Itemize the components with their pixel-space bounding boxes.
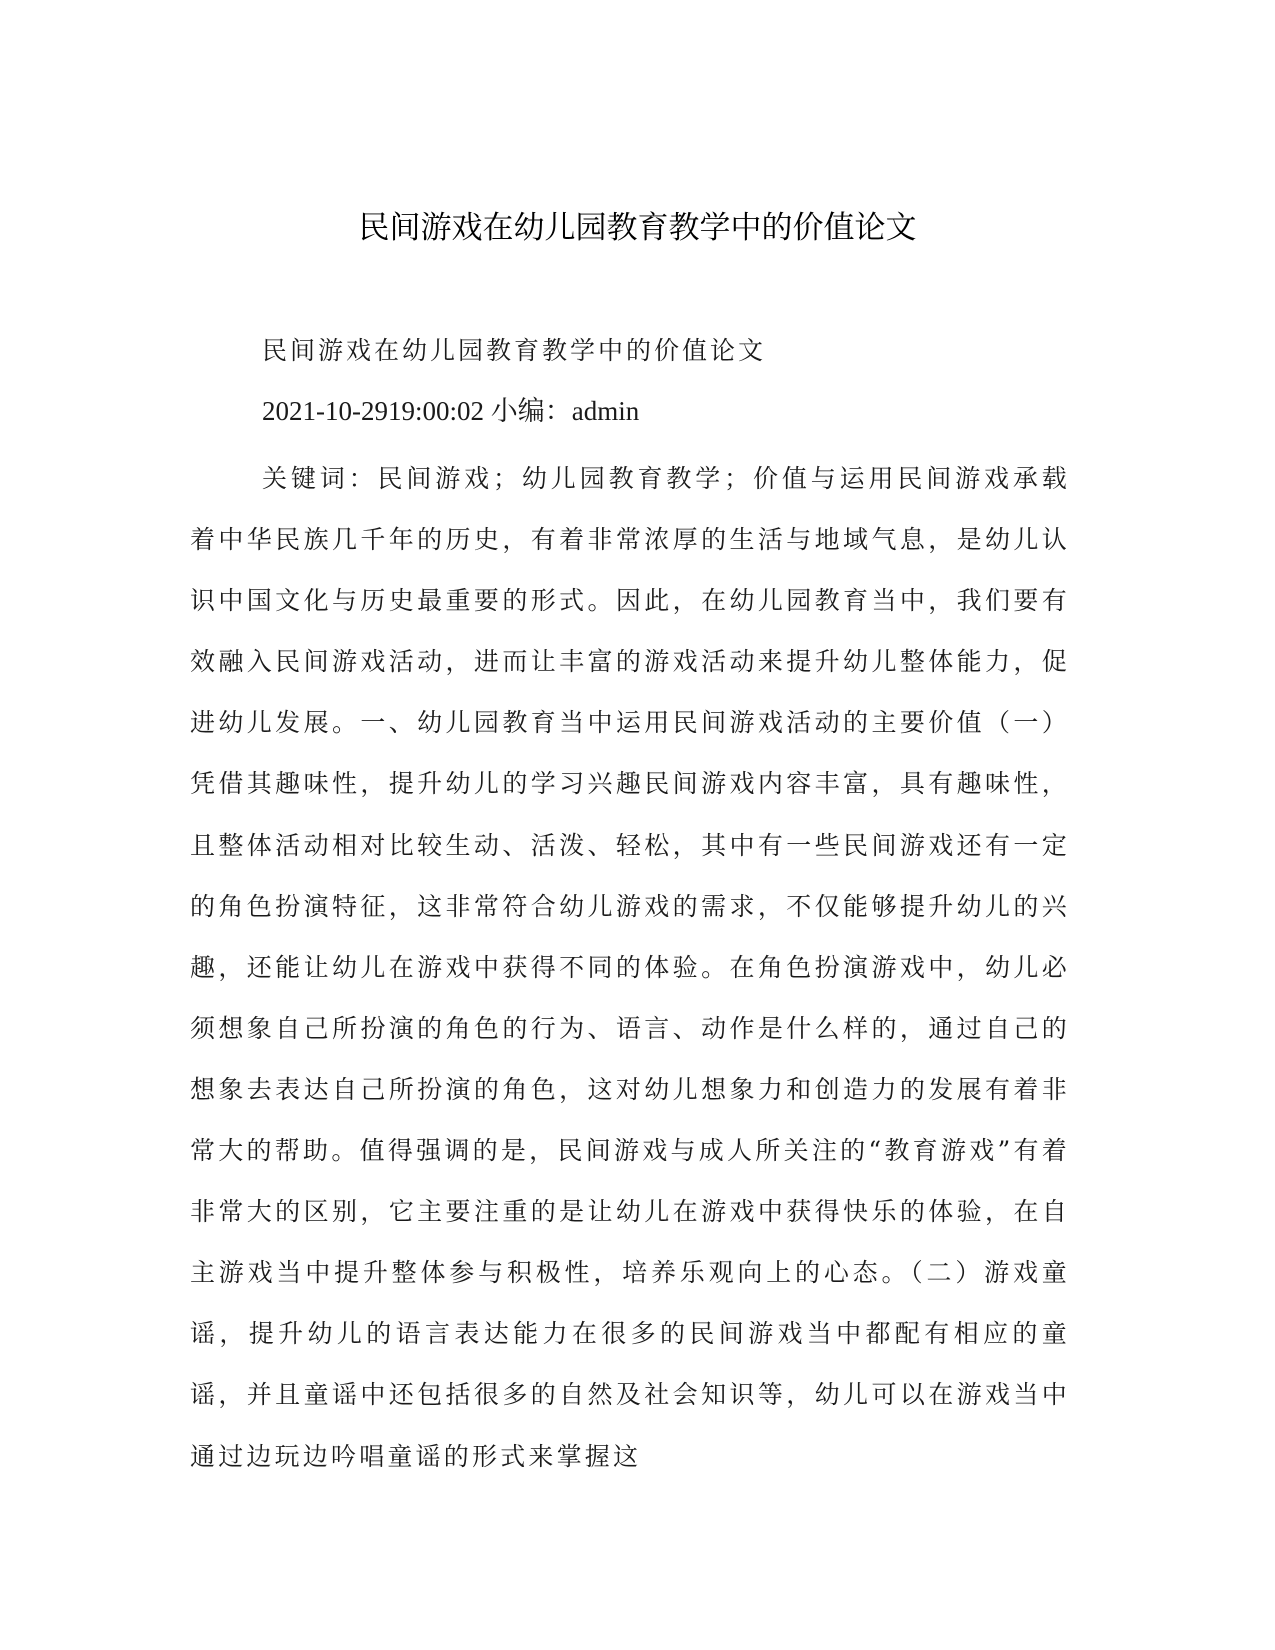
document-subtitle: 民间游戏在幼儿园教育教学中的价值论文 [262, 336, 767, 365]
date-author-line: 2021-10-2919:00:02 小编：admin [262, 396, 640, 426]
document-title: 民间游戏在幼儿园教育教学中的价值论文 [358, 210, 917, 246]
body-paragraph: 关键词：民间游戏；幼儿园教育教学；价值与运用民间游戏承载着中华民族几千年的历史，有着非常浓厚的生活与地域气息，是幼儿认识中国文化与历史最重要的形式。因此，在幼儿园教育当中，我们要有效融入民间游戏活动，进而让丰富的游戏活动来提升幼儿整体能力，促进幼儿发展。一、幼儿园教育当中运用民间游戏活动的主要价值（一）凭借其趣味性，提升幼儿的学习兴趣民间游戏内容丰富，具有趣味性，且整体活动相对比较生动、活泼、轻松，其中有一些民间游戏还有一定的角色扮演特征，这非常符合幼儿游戏的需求，不仅能够提升幼儿的兴趣，还能让幼儿在游戏中获得不同的体验。在角色扮演游戏中，幼儿必须想象自己所扮演的角色的行为、语言、动作是什么样的，通过自己的想象去表达自己所扮演的角色，这对幼儿想象力和创造力的发展有着非常大的帮助。值得强调的是，民间游戏与成人所关注的“教育游戏”有着非常大的区别，它主要注重的是让幼儿在游戏中获得快乐的体验，在自主游戏当中提升整体参与积极性，培养乐观向上的心态。（二）游戏童谣，提升幼儿的语言表达能力在很多的民间游戏当中都配有相应的童谣，并且童谣中还包括很多的自然及社会知识等，幼儿可以在游戏当中通过边玩边吟唱童谣的形式来掌握这 [190, 464, 1070, 1471]
